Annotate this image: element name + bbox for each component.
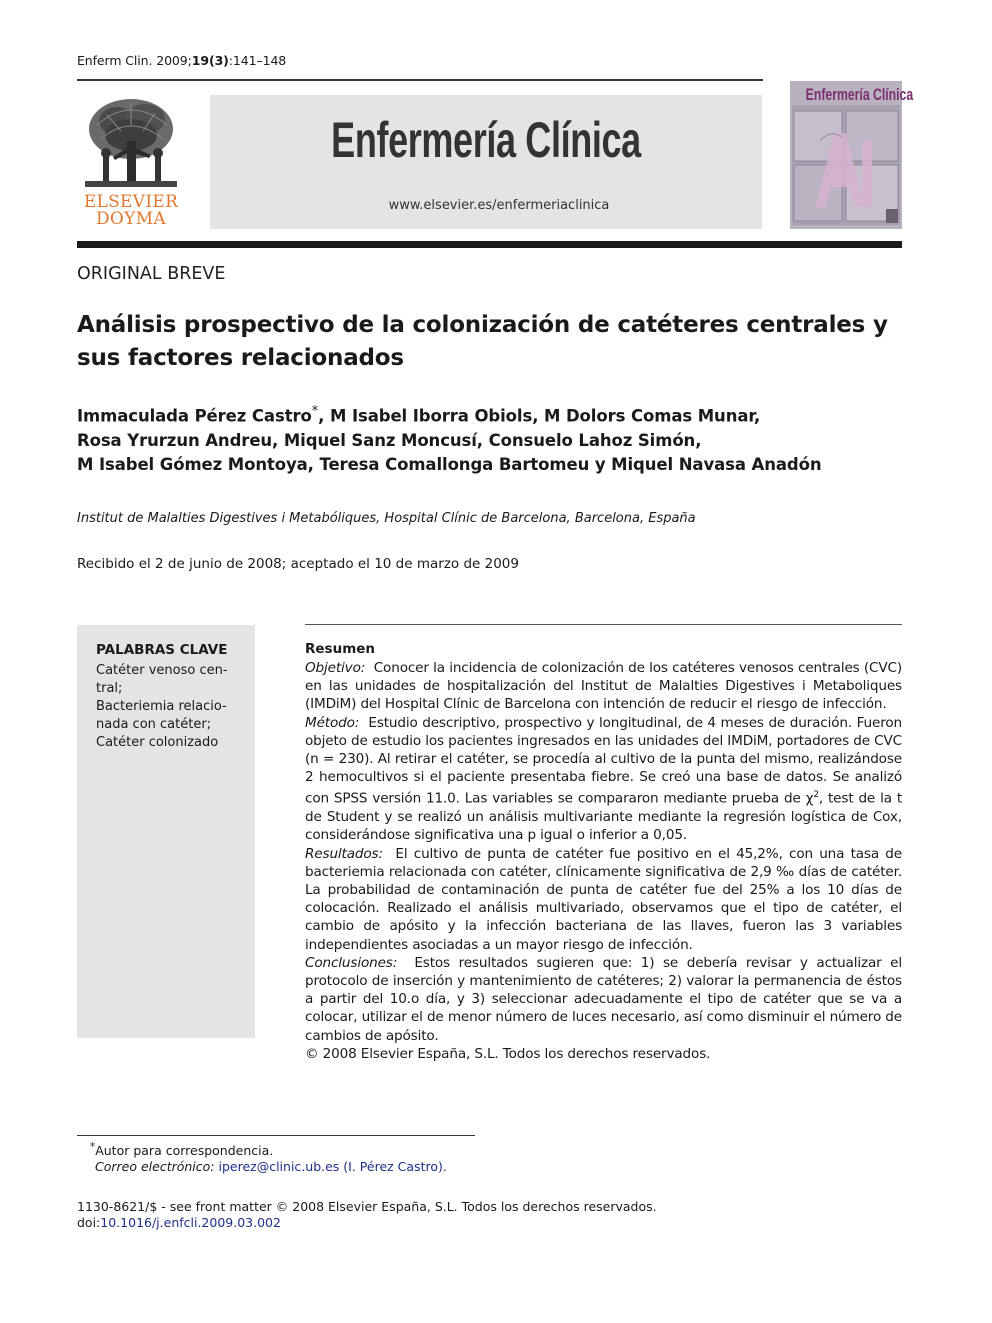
conclusions-text: Estos resultados sugieren que: 1) se debería revisar y actualizar el protocolo de inserción y mantenimiento de catéteres; 2) valorar la permanencia de éstos a partir del 10.o día, y 3) seleccionar adecuadamente el tipo de catéter que se va a colocar, utilizar el de menor número de luces necesario, así como disminuir el número de cambios de apósito. — [305, 954, 903, 1044]
journal-masthead — [210, 95, 762, 229]
citation-pages: :141–148 — [228, 53, 287, 68]
abstract-conclusions — [305, 954, 902, 1045]
chi-squared-exponent: 2 — [813, 790, 819, 801]
affiliation: Institut de Malalties Digestives i Metabóliques, Hospital Clínic de Barcelona, Barcelona, España — [77, 511, 696, 526]
footnote-correspondence — [90, 1141, 273, 1158]
authors-line-1: , M Isabel Iborra Obiols, M Dolors Comas Munar, — [318, 406, 761, 426]
doi-line — [77, 1215, 281, 1230]
email-link[interactable]: iperez@clinic.ub.es (I. Pérez Castro). — [218, 1159, 447, 1174]
journal-citation — [77, 53, 286, 68]
authors-line-2: Rosa Yrurzun Andreu, Miquel Sanz Moncusí, Consuelo Lahoz Simón, — [77, 430, 702, 450]
article-type: ORIGINAL BREVE — [77, 264, 226, 284]
keyword-line: tral; — [96, 681, 123, 696]
journal-url[interactable]: www.elsevier.es/enfermeriaclinica — [388, 198, 610, 213]
citation-issue: (3) — [208, 53, 229, 68]
doi-prefix: doi: — [77, 1215, 101, 1230]
authors-line-3: M Isabel Gómez Montoya, Teresa Comallonga Bartomeu y Miquel Navasa Anadón — [77, 454, 822, 474]
abstract-results — [305, 845, 902, 954]
objective-text: Conocer la incidencia de colonización de los catéteres venosos centrales (CVC) en las unidades de hospitalización del Institut de Malalties Digestives i Metaboliques (IMDiM) del Hospital Clínic de Barcelona con intención de reducir el riesgo de infección. — [305, 660, 902, 713]
keyword-line: nada con catéter; — [96, 717, 212, 732]
method-text-b: , test de la t de Student y se realizó un análisis multivariante mediante la regresión logística de Cox, considerándose significativa una p igual o inferior a 0,05. — [305, 790, 902, 844]
results-text: El cultivo de punta de catéter fue positivo en el 45,2%, con una tasa de bacteriemia relacionada con catéter, clínicamente significativa de 2,9 ‰ días de catéter. La probabilidad de contaminación de punta de catéter fue del 25% a los 10 días de colocación. Realizado el análisis multivariado, observamos que el tipo de catéter, el cambio de apósito y la infección bacteriana de las llaves, fueron las 3 variables independientes asociadas a un mayor riesgo de infección. — [305, 845, 902, 953]
abstract-objective — [305, 659, 902, 714]
objective-label: Objetivo: — [305, 660, 366, 676]
journal-title: Enfermería Clínica — [331, 112, 641, 168]
citation-volume: 19 — [191, 53, 209, 68]
abstract-heading: Resumen — [305, 641, 376, 657]
article-title: Análisis prospectivo de la colonización de catéteres centrales y sus factores relacionados — [77, 312, 888, 371]
abstract-body — [305, 659, 902, 1063]
masthead-rule — [77, 241, 902, 248]
method-text-a: Estudio descriptivo, prospectivo y longitudinal, de 4 meses de duración. Fueron objeto de estudio los pacientes ingresados en las unidades del IMDiM, portadores de CVC (n = 230). Al retirar el catéter, se procedía al cultivo de la punta del mismo, realizándose 2 hemocultivos si el paciente presentaba fiebre. Se creó una base de datos. Se analizó con SPSS versión 11.0. Las variables se compararon mediante prueba de χ — [305, 714, 902, 807]
corresponding-author[interactable]: Immaculada Pérez Castro — [77, 406, 312, 426]
keywords-panel — [77, 625, 255, 1038]
keyword-line: Catéter venoso cen- — [96, 663, 228, 678]
citation-prefix: Enferm Clin. 2009; — [77, 53, 192, 68]
footnote-email — [95, 1159, 447, 1174]
keywords-list — [96, 662, 236, 752]
received-accepted-dates: Recibido el 2 de junio de 2008; aceptado el 10 de marzo de 2009 — [77, 556, 519, 572]
abstract-method — [305, 714, 902, 845]
email-label: Correo electrónico: — [95, 1159, 215, 1174]
issn-line: 1130-8621/$ - see front matter © 2008 Elsevier España, S.L. Todos los derechos reservados. — [77, 1199, 657, 1214]
author-list — [77, 400, 897, 477]
publisher-name-doyma: DOYMA — [96, 209, 166, 229]
keywords-heading: PALABRAS CLAVE — [96, 642, 228, 658]
cover-title: Enfermería Clínica — [805, 85, 914, 104]
conclusions-label: Conclusiones: — [305, 954, 398, 971]
doi-link[interactable]: 10.1016/j.enfcli.2009.03.002 — [100, 1215, 281, 1230]
results-label: Resultados: — [305, 845, 383, 862]
footnote-mark: * — [90, 1141, 96, 1153]
correspondence-text: Autor para correspondencia. — [95, 1143, 274, 1159]
keyword-line: Catéter colonizado — [96, 735, 219, 750]
publisher-name-elsevier: ELSEVIER — [83, 192, 179, 212]
header-rule — [77, 79, 763, 81]
keyword-line: Bacteriemia relacio- — [96, 699, 227, 714]
elsevier-tree-icon — [77, 95, 185, 191]
journal-cover — [790, 81, 914, 229]
footnote-rule — [77, 1135, 475, 1136]
abstract-copyright: © 2008 Elsevier España, S.L. Todos los derechos reservados. — [305, 1045, 711, 1062]
abstract-rule — [305, 624, 902, 625]
corresponding-mark: * — [311, 404, 319, 419]
method-label: Método: — [305, 714, 360, 731]
publisher-logo — [77, 95, 185, 229]
